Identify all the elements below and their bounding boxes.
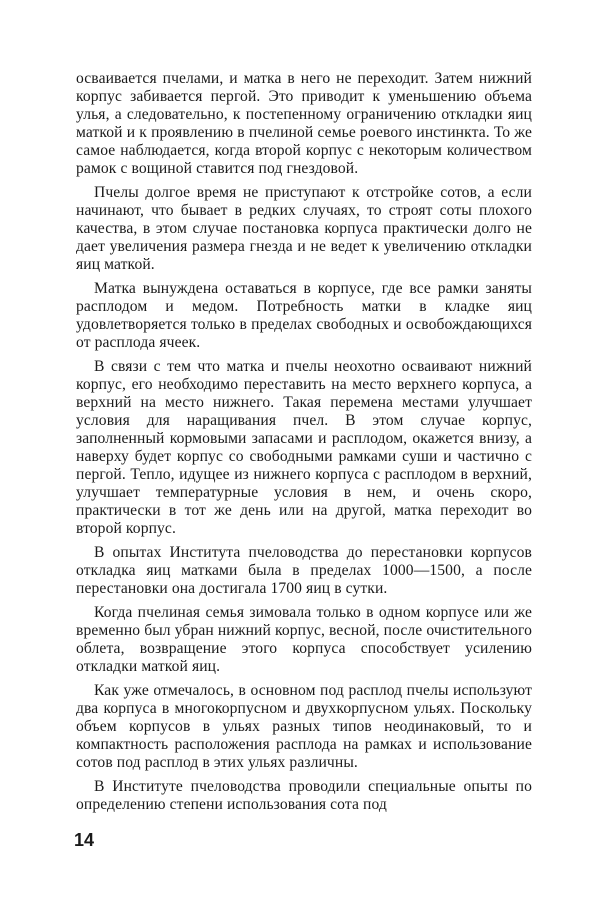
paragraph-6: Когда пчелиная семья зимовала только в одном корпусе или же временно был убран нижний корпус, весной, после очистительного облета, возвращение этого корпуса способствует усилению откладки маткой яиц. [76,604,532,675]
page-number: 14 [74,830,95,850]
paragraph-7: Как уже отмечалось, в основном под расплод пчелы используют два корпуса в многокорпусном и двухкорпусном ульях. Поскольку объем корпусов в ульях разных типов неодинаковый, то и компактность расположения расплода на рамках и использование сотов под расплод в этих ульях различны. [76,682,532,771]
page-body [76,70,532,820]
paragraph-4: В связи с тем что матка и пчелы неохотно осваивают нижний корпус, его необходимо переставить на место верхнего корпуса, а верхний на место нижнего. Такая перемена местами улучшает условия для наращивания пчел. В этом случае корпус, заполненный кормовыми запасами и расплодом, окажется внизу, а наверху будет корпус со свободными рамками суши и частично с пергой. Тепло, идущее из нижнего корпуса с расплодом в верхний, улучшает температурные условия в нем, и очень скоро, практически в тот же день или на другой, матка переходит во второй корпус. [76,358,532,537]
paragraph-2: Пчелы долгое время не приступают к отстройке сотов, а если начинают, что бывает в редких случаях, то строят соты плохого качества, в этом случае постановка корпуса практически долго не дает увеличения размера гнезда и не ведет к увеличению откладки яиц маткой. [76,184,532,273]
paragraph-5: В опытах Института пчеловодства до перестановки корпусов откладка яиц матками была в пределах 1000—1500, а после перестановки она достигала 1700 яиц в сутки. [76,544,532,597]
paragraph-1: осваивается пчелами, и матка в него не переходит. Затем нижний корпус забивается пергой. Это приводит к уменьшению объема улья, а следовательно, к постепенному ограничению откладки яиц маткой и к проявлению в пчелиной семье роевого инстинкта. То же самое наблюдается, когда второй корпус с некоторым количеством рамок с вощиной ставится под гнездовой. [76,70,532,177]
paragraph-8: В Институте пчеловодства проводили специальные опыты по определению степени использования сота под [76,778,532,813]
paragraph-3: Матка вынуждена оставаться в корпусе, где все рамки заняты расплодом и медом. Потребность матки в кладке яиц удовлетворяется только в пределах свободных и освобождающихся от расплода ячеек. [76,280,532,351]
